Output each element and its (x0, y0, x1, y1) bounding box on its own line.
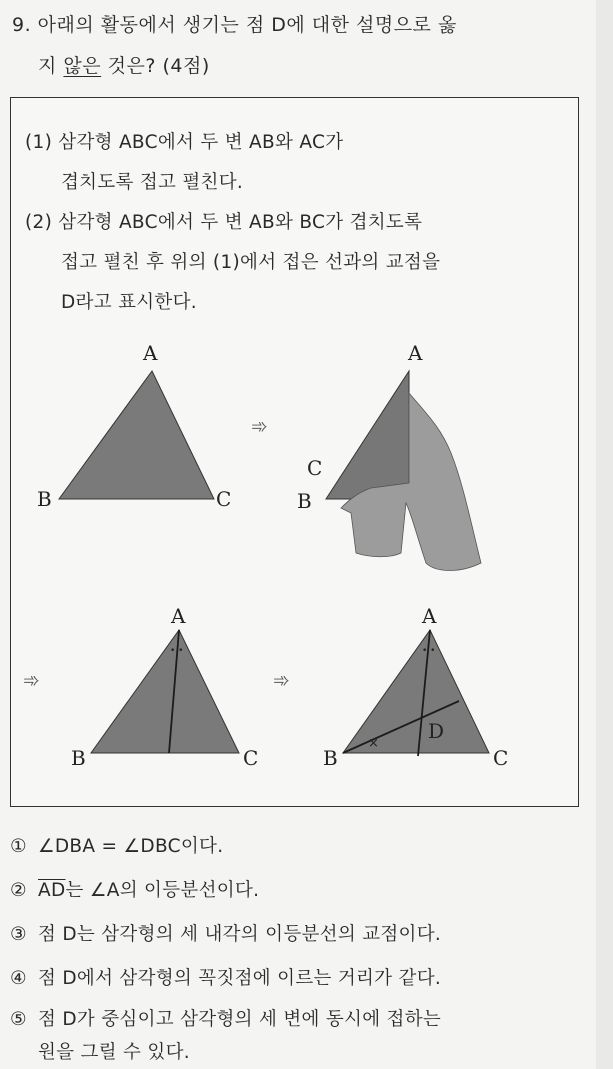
choice-1-number: ① (10, 836, 27, 857)
question-line-1: 9. 아래의 활동에서 생기는 점 D에 대한 설명으로 옳 (12, 14, 457, 36)
fig3-label-b: B (71, 746, 86, 770)
step-2-line-1: (2) 삼각형 ABC에서 두 변 AB와 BC가 겹치도록 (25, 212, 423, 233)
fig1-label-b: B (37, 487, 52, 511)
svg-text:×: × (368, 736, 379, 751)
choice-1[interactable] (10, 832, 223, 858)
fig1-label-c: C (216, 487, 232, 511)
question-suffix: 것은? (4점) (101, 55, 210, 77)
figure-2-folding (297, 341, 481, 571)
question-prefix: 지 (38, 55, 64, 77)
step-2-line-3: D라고 표시한다. (61, 292, 197, 313)
svg-text:• •: • • (170, 646, 184, 656)
figure-1-triangle (37, 341, 231, 511)
fig3-label-a: A (171, 604, 186, 628)
choice-2[interactable] (10, 876, 259, 902)
step-1-line-2: 겹치도록 접고 펼친다. (61, 172, 244, 193)
fig2-label-b: B (297, 489, 312, 513)
choice-4-number: ④ (10, 968, 27, 989)
folding-figures (11, 333, 578, 803)
fig3-label-c: C (243, 746, 259, 770)
choice-2-segment: $\overline{AD}$ (38, 880, 66, 901)
choice-1-text: ∠DBA = ∠DBC이다. (38, 836, 224, 857)
fig4-label-b: B (323, 746, 338, 770)
choice-5-number: ⑤ (10, 1009, 27, 1030)
step-1-line-1: (1) 삼각형 ABC에서 두 변 AB와 AC가 (25, 132, 344, 153)
page-edge-strip (596, 0, 613, 1069)
activity-box (10, 97, 579, 807)
choice-4[interactable] (10, 964, 441, 990)
fig4-label-d: D (428, 719, 445, 743)
fig2-label-c: C (307, 456, 323, 480)
arrow-1: ➾ (251, 414, 268, 438)
choice-5-line-2: 원을 그릴 수 있다. (38, 1042, 190, 1063)
choice-5[interactable] (10, 1005, 441, 1031)
fig2-label-a: A (408, 341, 423, 365)
choice-5-text: 점 D가 중심이고 삼각형의 세 변에 동시에 접하는 (38, 1009, 442, 1030)
fig4-label-c: C (493, 746, 509, 770)
figure-3-angle-bisector (71, 604, 258, 770)
fig4-label-a: A (422, 604, 437, 628)
question-emphasis: 않은 (63, 55, 102, 77)
choice-3[interactable] (10, 920, 441, 946)
svg-text:• •: • • (422, 646, 436, 656)
fig1-label-a: A (143, 341, 158, 365)
choice-2-number: ② (10, 880, 27, 901)
choice-2-text: 는 ∠A의 이등분선이다. (65, 880, 260, 901)
choice-3-number: ③ (10, 924, 27, 945)
step-2-line-2: 접고 펼친 후 위의 (1)에서 접은 선과의 교점을 (61, 252, 441, 273)
arrow-3: ➾ (273, 668, 290, 692)
figure-4-two-bisectors (323, 604, 508, 770)
choice-4-text: 점 D에서 삼각형의 꼭짓점에 이르는 거리가 같다. (38, 968, 442, 989)
question-line-2 (38, 51, 210, 78)
arrow-2: ➾ (23, 668, 40, 692)
choice-3-text: 점 D는 삼각형의 세 내각의 이등분선의 교점이다. (38, 924, 442, 945)
